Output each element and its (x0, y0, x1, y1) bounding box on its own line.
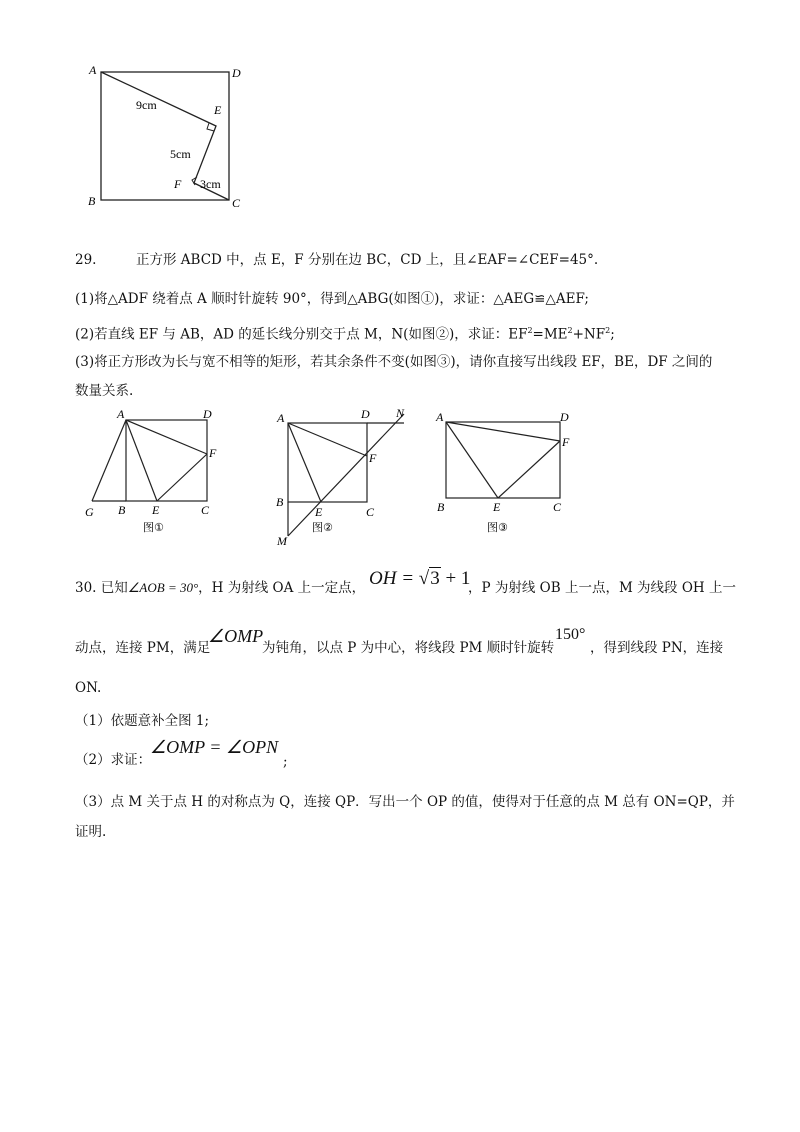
point-label-B: B (118, 503, 126, 517)
oh-plus: + 1 (440, 568, 471, 589)
length-label-ef: 5cm (170, 147, 191, 161)
sqrt-radicand: 3 (430, 568, 440, 589)
q29-stem: 正方形 ABCD 中，点 E，F 分别在边 BC，CD 上，且∠EAF=∠CEF=45°. (136, 252, 599, 268)
q30-part2-label: （2）求证： (75, 752, 152, 768)
point-label-D: D (560, 410, 569, 424)
point-label-B: B (88, 194, 96, 208)
angle-omp: ∠OMP (208, 626, 264, 646)
q30-line2-a: 动点，连接 PM，满足 (75, 640, 211, 656)
point-label-G: G (85, 505, 94, 519)
superscript: 2 (605, 326, 611, 335)
point-label-N: N (396, 406, 405, 420)
figure-caption: 图② (312, 521, 333, 534)
q30-part1: （1）依题意补全图 1; (75, 713, 210, 729)
q30-prefix: 30. 已知 (75, 580, 128, 596)
oh-formula (369, 568, 470, 590)
point-label-C: C (553, 500, 562, 514)
q30-line3: ON. (75, 680, 102, 696)
length-label-fc: 3cm (200, 177, 221, 191)
point-label-C: C (366, 505, 375, 519)
q30-part2-end: ; (283, 754, 288, 770)
q29-part2-text: =ME (532, 326, 568, 343)
point-label-A: A (436, 410, 444, 424)
point-label-F: F (562, 435, 570, 449)
q29-part2-text: ; (610, 326, 615, 343)
point-label-F: F (209, 446, 217, 460)
sqrt-sign: √ (418, 568, 430, 589)
point-label-E: E (152, 503, 160, 517)
point-label-E: E (214, 103, 222, 117)
deg-150: 150° (555, 626, 586, 643)
q30-part3-line1: （3）点 M 关于点 H 的对称点为 Q，连接 QP．写出一个 OP 的值，使得对于任意的点 M 总有 ON=QP，并 (75, 794, 735, 810)
superscript: 2 (567, 326, 573, 335)
q30-line2-b: 为钝角，以点 P 为中心，将线段 PM 顺时针旋转 (262, 640, 555, 656)
point-label-A: A (117, 407, 125, 421)
q30-text: ，H 为射线 OA 上一定点， (198, 580, 366, 596)
oh-lhs: OH = (369, 568, 419, 589)
figure-3 (0, 0, 800, 560)
q30-line1-end: ，P 为射线 OB 上一点，M 为线段 OH 上一 (468, 580, 736, 596)
length-label-ae: 9cm (136, 98, 157, 112)
figure-caption: 图③ (487, 521, 508, 534)
q30-part2-formula: ∠OMP = ∠OPN (150, 737, 279, 757)
q30-line1 (75, 578, 365, 598)
point-label-M: M (277, 534, 287, 548)
point-label-B: B (276, 495, 284, 509)
q29-part2-text: +NF (572, 326, 606, 343)
point-label-E: E (315, 505, 323, 519)
point-label-A: A (89, 63, 97, 77)
q29-part3-line1: (3)将正方形改为长与宽不相等的矩形，若其余条件不变(如图③)，请你直接写出线段 EF，BE，DF 之间的 (75, 354, 713, 370)
point-label-F: F (174, 177, 182, 191)
point-label-D: D (232, 66, 241, 80)
q29-part2-text: (2)若直线 EF 与 AB，AD 的延长线分别交于点 M，N(如图②)，求证：EF (75, 326, 528, 343)
q29-number: 29. (75, 252, 97, 268)
figure-caption: 图① (143, 521, 164, 534)
point-label-D: D (203, 407, 212, 421)
superscript: 2 (527, 326, 533, 335)
q30-part3-line2: 证明. (75, 824, 107, 840)
point-label-D: D (361, 407, 370, 421)
q29-part1: (1)将△ADF 绕着点 A 顺时针旋转 90°，得到△ABG(如图①)，求证：△AEG≌△AEF; (75, 291, 589, 307)
q30-line2-c: ，得到线段 PN，连接 (590, 640, 724, 656)
angle-aob: ∠AOB = 30° (127, 580, 199, 595)
point-label-E: E (493, 500, 501, 514)
q29-part3-line2: 数量关系. (75, 383, 134, 399)
point-label-A: A (277, 411, 285, 425)
point-label-F: F (369, 451, 377, 465)
point-label-C: C (232, 196, 241, 210)
point-label-B: B (437, 500, 445, 514)
point-label-C: C (201, 503, 210, 517)
